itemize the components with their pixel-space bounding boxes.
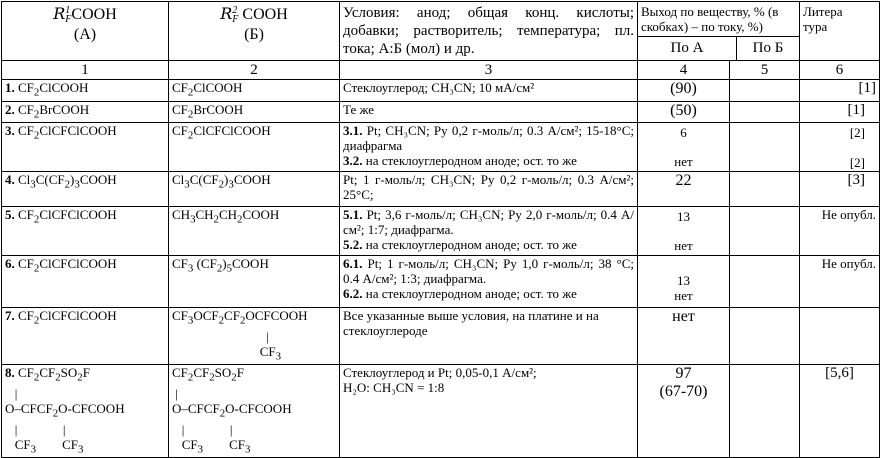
cell-conditions: 6.1. Pt; 1 г-моль/л; CH₃CN; Ру 1,0 г-моль/л; 38 °С; 0.4 А/см²; 1:3; диафрагма. 6.2. на стеклоуглеродном аноде; ост. то же [340,256,638,308]
header-yield-label: Выход по веществу, % (в скобках) – по току, %) [641,4,779,34]
cell-conditions: Стеклоуглерод; CH₃CN; 10 мА/см² [340,80,638,102]
cell-yield-a: (90) [638,80,730,102]
cell-ref: Не опубл. [800,207,880,256]
table-row [2,172,880,207]
cell-b: $CH_3CH_2CH_2COOH$ [169,207,340,256]
colnum: 6 [800,61,880,80]
structure-formula: 8. $CF_2CF_2SO_2F$ | $O-CFCF_2O$-CFCOOH | | $CF_3$ $CF_3$ [5,365,125,456]
cell-yield-b [730,123,800,172]
cell-yield-b [730,308,800,365]
cell-ref: [5,6] [800,365,880,458]
cell-b: $CF_2ClCOOH$ [169,80,340,102]
cell-a: 5. $CF_2ClCFClCOOH$ [2,207,169,256]
table-row [2,101,880,123]
cell-ref: [1] [800,80,880,102]
cell-yield-b [730,207,800,256]
header-conditions: Условия: анод; общая конц. кислоты; добавки; растворитель; температура; пл. тока; А:Б (мол) и др. [340,2,638,61]
header-yield-b: По Б [752,40,784,56]
cell-yield-b [730,80,800,102]
cell-conditions: Те же [340,101,638,123]
cell-a: 2. $CF_2BrCOOH$ [2,101,169,123]
table-row [2,308,880,365]
cell-a: 3. $CF_2ClCFClCOOH$ [2,123,169,172]
cell-yield-a: 13 нет [638,207,730,256]
cell-b [169,365,340,458]
cell-conditions: 3.1. Pt; CH₃CN; Ру 0,2 г-моль/л; 0.3 А/см²; 15-18°С; диафрагма 3.2. на стеклоуглеродном аноде; ост. то же [340,123,638,172]
cell-ref: [2] [2] [800,123,880,172]
colnum: 1 [2,61,169,80]
cell-b: $CF_2BrCOOH$ [169,101,340,123]
header-col-a: R 1 F COOH (А) [2,2,169,61]
cell-ref [800,308,880,365]
cell-a: 1. $CF_2ClCOOH$ [2,80,169,102]
cell-yield-a: 13 нет [638,256,730,308]
cell-yield-a: нет [638,308,730,365]
table-row [2,80,880,102]
cell-yield-a: 97 (67-70) [638,365,730,458]
colnum: 4 [638,61,730,80]
header-col-b: R 2 F COOH (Б) [169,2,340,61]
header-literature: Литера тура [800,2,880,61]
colnum-row [2,61,880,80]
structure-formula: $CF_3OCF_2CF_2OCFCOOH$ | $CF_3$ [172,308,308,363]
cell-b: $CF_3$ $(CF_2)_5COOH$ [169,256,340,308]
header-row [2,2,880,61]
cell-a: 7. $CF_2ClCFClCOOH$ [2,308,169,365]
header-yield [638,2,800,61]
colnum: 5 [730,61,800,80]
cell-a: 4. $Cl_3C(CF_2)_3COOH$ [2,172,169,207]
colnum: 3 [340,61,638,80]
cell-conditions: Все указанные выше условия, на платине и на стеклоуглероде [340,308,638,365]
cell-yield-a: (50) [638,101,730,123]
table-row [2,365,880,458]
cell-a: 6. $CF_2ClCFClCOOH$ [2,256,169,308]
cell-yield-a: 22 [638,172,730,207]
cell-a [2,365,169,458]
cell-yield-b [730,101,800,123]
cell-yield-b [730,256,800,308]
cell-b [169,308,340,365]
data-table [1,1,880,458]
colnum: 2 [169,61,340,80]
cell-yield-a: 6 нет [638,123,730,172]
cell-ref: [1] [800,101,880,123]
cell-b: $Cl_3C(CF_2)_3COOH$ [169,172,340,207]
cell-conditions: Pt; 1 г-моль/л; CH₃CN; Ру 0,2 г-моль/л; 0.3 А/см²; 25°С; [340,172,638,207]
structure-formula: $CF_2CF_2SO_2F$ | $O-CFCF_2O$-CFCOOH | | $CF_3$ $CF_3$ [172,365,292,456]
cell-yield-b [730,365,800,458]
header-yield-a: По А [638,37,737,60]
cell-ref: [3] [800,172,880,207]
cell-conditions: 5.1. Pt; 3,6 г-моль/л; CH₃CN; Ру 2,0 г-моль/л; 0.4 А/см²; 1:7; диафрагма. 5.2. на стеклоуглеродном аноде; ост. то же [340,207,638,256]
table-row [2,123,880,172]
cell-conditions: Стеклоуглерод и Pt; 0,05-0,1 А/см²; H₂O: CH₃CN = 1:8 [340,365,638,458]
table-row [2,207,880,256]
cell-b: $CF_2ClCFClCOOH$ [169,123,340,172]
table-row [2,256,880,308]
cell-ref: Не опубл. [800,256,880,308]
cell-yield-b [730,172,800,207]
